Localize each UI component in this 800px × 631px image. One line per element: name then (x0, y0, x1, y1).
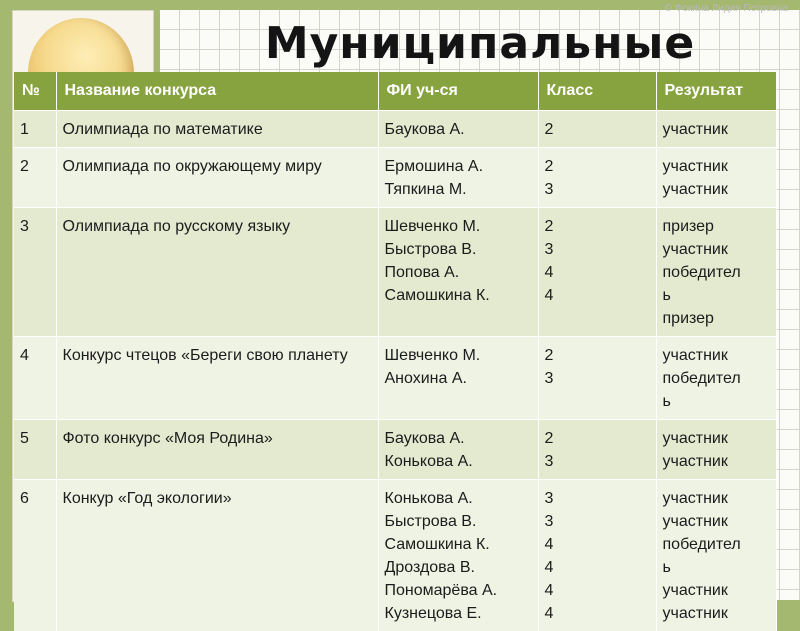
student-name: Тяпкина М. (385, 178, 532, 201)
result-cell (656, 420, 776, 480)
student-name: Попова А. (385, 261, 532, 284)
result-value: победител (663, 367, 770, 390)
student-names-cell (378, 148, 538, 208)
result-cell (656, 148, 776, 208)
student-name: Самошкина К. (385, 533, 532, 556)
class-value: 4 (545, 261, 650, 284)
table-row (14, 208, 776, 337)
result-value: призер (663, 215, 770, 238)
table-header-row (14, 72, 776, 111)
contest-name-cell: Конкур «Год экологии» (56, 480, 378, 631)
table-row (14, 148, 776, 208)
student-name: Баукова А. (385, 118, 532, 141)
contest-name-cell: Конкурс чтецов «Береги свою планету (56, 337, 378, 420)
header-contest: Название конкурса (56, 72, 378, 111)
class-value: 2 (545, 427, 650, 450)
student-name: Самошкина К. (385, 284, 532, 307)
class-value: 4 (545, 284, 650, 307)
row-number-cell: 2 (14, 148, 56, 208)
result-value: участник (663, 178, 770, 201)
header-class: Класс (538, 72, 656, 111)
student-name: Шевченко М. (385, 344, 532, 367)
class-value: 3 (545, 510, 650, 533)
class-value: 2 (545, 344, 650, 367)
class-cell (538, 420, 656, 480)
table-row (14, 337, 776, 420)
student-names-cell (378, 420, 538, 480)
result-value: ь (663, 390, 770, 413)
student-names-cell (378, 208, 538, 337)
student-names-cell (378, 480, 538, 631)
result-cell (656, 480, 776, 631)
table-row (14, 111, 776, 148)
result-value: участник (663, 155, 770, 178)
student-name: Быстрова В. (385, 510, 532, 533)
student-name: Конькова А. (385, 450, 532, 473)
class-value: 3 (545, 367, 650, 390)
student-names-cell (378, 337, 538, 420)
result-value: победител (663, 533, 770, 556)
header-number: № (14, 72, 56, 111)
row-number-cell: 3 (14, 208, 56, 337)
result-cell (656, 208, 776, 337)
class-value: 3 (545, 450, 650, 473)
class-value: 3 (545, 238, 650, 261)
result-value: участник (663, 450, 770, 473)
header-result: Результат (656, 72, 776, 111)
slide-title: Муниципальные (160, 12, 800, 76)
contest-results-table (14, 72, 777, 631)
result-cell (656, 111, 776, 148)
result-value: призер (663, 307, 770, 330)
result-value: участник (663, 344, 770, 367)
result-value: победител (663, 261, 770, 284)
student-name: Кузнецова Е. (385, 602, 532, 625)
result-value: участник (663, 238, 770, 261)
result-value: участник (663, 602, 770, 625)
class-cell (538, 148, 656, 208)
row-number-cell: 1 (14, 111, 56, 148)
class-value: 3 (545, 487, 650, 510)
table-row (14, 420, 776, 480)
result-value: участник (663, 118, 770, 141)
contest-name-cell: Олимпиада по математике (56, 111, 378, 148)
class-value: 4 (545, 579, 650, 602)
class-value: 2 (545, 215, 650, 238)
result-value: участник (663, 510, 770, 533)
class-cell (538, 111, 656, 148)
class-cell (538, 208, 656, 337)
student-name: Баукова А. (385, 427, 532, 450)
class-value: 3 (545, 178, 650, 201)
copyright-text: © Фокина Лидия Петровна (665, 3, 788, 14)
student-names-cell (378, 111, 538, 148)
class-value: 2 (545, 155, 650, 178)
contest-name-cell: Олимпиада по русскому языку (56, 208, 378, 337)
class-value: 4 (545, 602, 650, 625)
result-value: участник (663, 579, 770, 602)
result-value: ь (663, 284, 770, 307)
result-value: ь (663, 556, 770, 579)
row-number-cell: 5 (14, 420, 56, 480)
student-name: Дроздова В. (385, 556, 532, 579)
class-value: 4 (545, 556, 650, 579)
class-cell (538, 337, 656, 420)
contest-name-cell: Фото конкурс «Моя Родина» (56, 420, 378, 480)
table-row (14, 480, 776, 631)
class-value: 2 (545, 118, 650, 141)
class-cell (538, 480, 656, 631)
result-cell (656, 337, 776, 420)
student-name: Анохина А. (385, 367, 532, 390)
row-number-cell: 4 (14, 337, 56, 420)
header-student: ФИ уч-ся (378, 72, 538, 111)
student-name: Ермошина А. (385, 155, 532, 178)
student-name: Пономарёва А. (385, 579, 532, 602)
row-number-cell: 6 (14, 480, 56, 631)
student-name: Конькова А. (385, 487, 532, 510)
result-value: участник (663, 487, 770, 510)
class-value: 4 (545, 533, 650, 556)
contest-name-cell: Олимпиада по окружающему миру (56, 148, 378, 208)
student-name: Быстрова В. (385, 238, 532, 261)
result-value: участник (663, 427, 770, 450)
student-name: Шевченко М. (385, 215, 532, 238)
